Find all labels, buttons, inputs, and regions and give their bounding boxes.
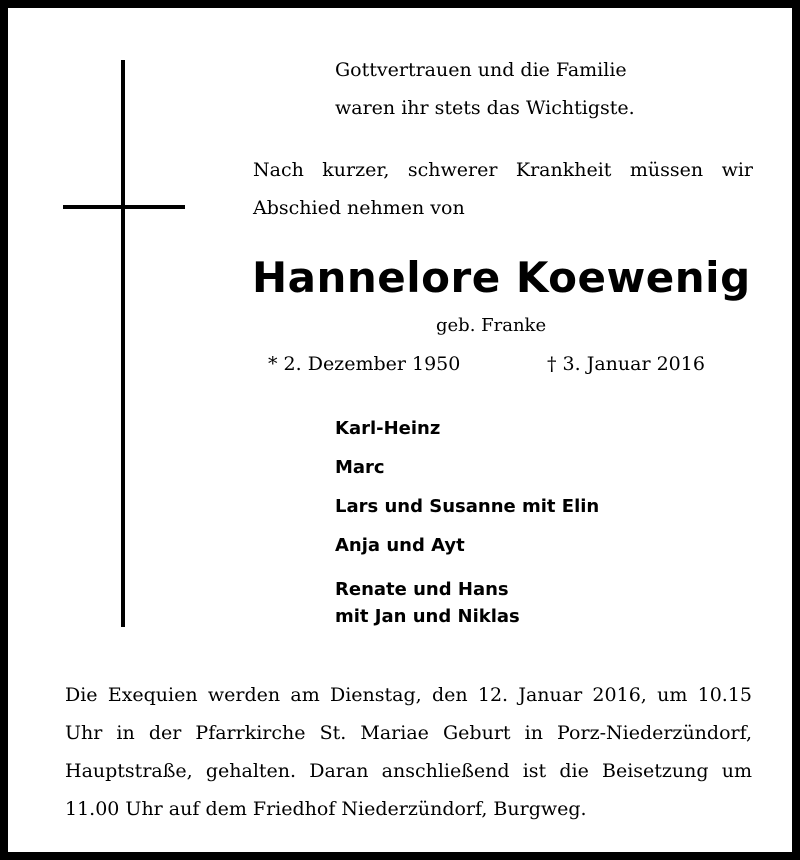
mourner-item: Marc — [335, 457, 385, 478]
intro-text: Nach kurzer, schwerer Krankheit müssen wir Abschied nehmen von — [253, 159, 753, 219]
mourner-item: Anja und Ayt — [335, 535, 465, 556]
mourner-item: Karl-Heinz — [335, 418, 441, 439]
motto-line-1: Gottvertrauen und die Familie — [335, 59, 627, 81]
cross-icon-crossbar — [63, 205, 185, 209]
cross-icon — [121, 60, 125, 627]
mourner-item: mit Jan und Niklas — [335, 606, 520, 627]
motto-line-2: waren ihr stets das Wichtigste. — [335, 97, 635, 119]
funeral-details: Die Exequien werden am Dienstag, den 12. Januar 2016, um 10.15 Uhr in der Pfarrkirche St. Mariae Geburt in Porz-Niederzündorf, Hauptstraße, gehalten. Daran anschließend ist die Beisetzung um 11.00 Uhr auf dem Friedhof Niederzündorf, Burgweg. — [65, 684, 752, 820]
birth-name: geb. Franke — [436, 315, 547, 336]
mourner-item: Renate und Hans — [335, 579, 509, 600]
mourner-item: Lars und Susanne mit Elin — [335, 496, 600, 517]
death-date: † 3. Januar 2016 — [547, 353, 705, 375]
deceased-name: Hannelore Koewenig — [252, 253, 751, 302]
birth-date: * 2. Dezember 1950 — [268, 353, 461, 375]
